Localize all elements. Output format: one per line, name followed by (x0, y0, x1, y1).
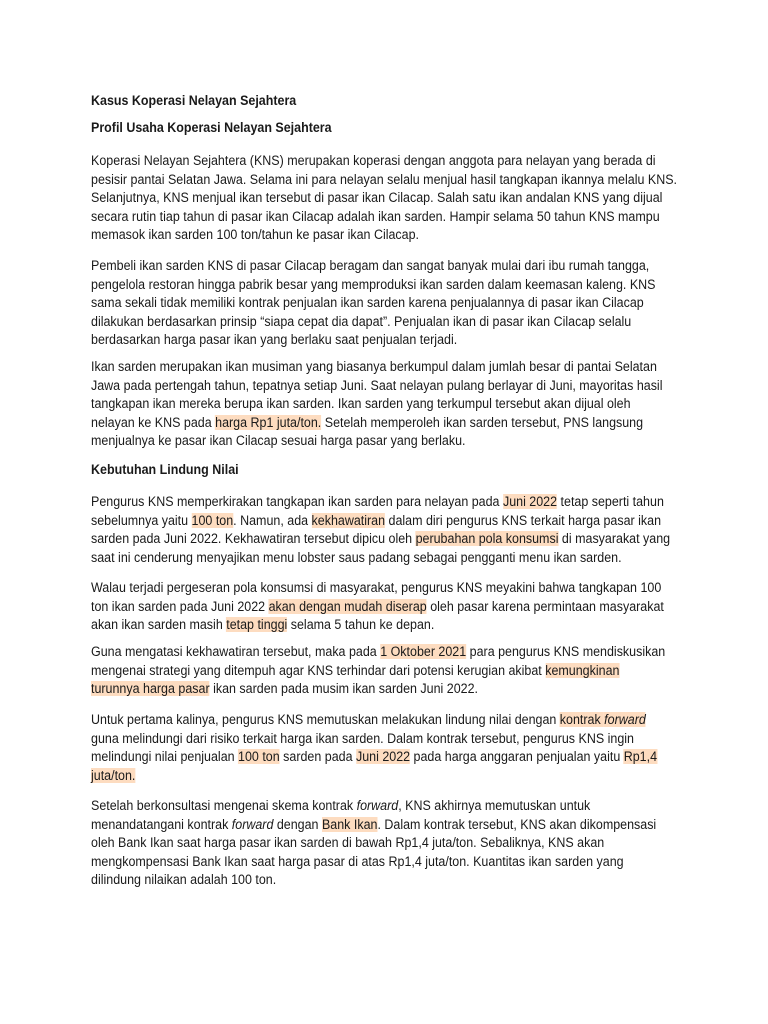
text-segment: memasok ikan sarden 100 ton/tahun ke pasar ikan Cilacap. (91, 227, 420, 242)
highlighted-text: tetap tinggi (226, 617, 288, 632)
highlighted-text: Juni 2022 (502, 494, 558, 509)
highlighted-text: Bank Ikan (321, 816, 378, 832)
text-line (91, 662, 665, 681)
text-line (91, 512, 670, 531)
text-segment: menandatangani kontrak (91, 816, 232, 832)
text-line (91, 748, 657, 767)
paragraph (91, 152, 677, 245)
text-segment: berdasarkan harga pasar ikan yang berlaku saat penjualan terjadi. (91, 332, 458, 347)
text-segment: Koperasi Nelayan Sejahtera (KNS) merupakan koperasi dengan anggota para nelayan yang berada di (91, 153, 656, 168)
highlighted-text: forward (604, 712, 646, 727)
text-segment: selama 5 tahun ke depan. (287, 617, 435, 632)
text-line (91, 579, 664, 598)
text-segment: Untuk pertama kalinya, pengurus KNS memutuskan melakukan lindung nilai dengan (91, 712, 560, 727)
text-segment: Ikan sarden merupakan ikan musiman yang biasanya berkumpul dalam jumlah besar di pantai Selatan (91, 359, 657, 374)
text-line (91, 493, 670, 512)
highlighted-text: harga Rp1 juta/ton. (215, 414, 322, 430)
document-title (91, 92, 296, 111)
text-line (91, 257, 656, 276)
text-segment: di masyarakat yang (558, 531, 671, 546)
text-line (91, 331, 656, 350)
text-line (91, 377, 662, 396)
paragraph (91, 257, 656, 350)
text-segment: Kebutuhan Lindung Nilai (91, 462, 239, 477)
text-line (91, 414, 662, 433)
text-segment: sama sekali tidak memiliki kontrak penjualan ikan sarden karena penjualannya di pasar ikan Cilacap (91, 295, 644, 310)
text-segment: Walau terjadi pergeseran pola konsumsi di masyarakat, pengurus KNS meyakini bahwa tangkapan 100 (91, 580, 662, 595)
text-segment: guna melindungi dari risiko terkait harga ikan sarden. Dalam kontrak tersebut, pengurus KNS ingin (91, 730, 634, 746)
text-segment: oleh Bank Ikan saat harga pasar ikan sarden di bawah Rp1,4 juta/ton. Sebaliknya, KNS akan (91, 835, 605, 850)
text-line (91, 119, 332, 138)
paragraph (91, 711, 657, 785)
text-segment: ton ikan sarden pada Juni 2022 (91, 598, 269, 614)
text-line (91, 816, 656, 835)
text-line (91, 294, 656, 313)
text-segment: menjualnya ke pasar ikan Cilacap sesuai harga pasar yang berlaku. (91, 433, 466, 448)
text-line (91, 730, 657, 749)
text-segment: akan ikan sarden masih (91, 617, 227, 632)
text-line (91, 171, 677, 190)
text-segment: Setelah memperoleh ikan sarden tersebut, PNS langsung (321, 414, 644, 430)
highlighted-text: kemungkinan (545, 662, 620, 678)
text-line (91, 680, 665, 699)
text-line (91, 767, 657, 786)
highlighted-text: 100 ton (238, 749, 280, 764)
text-line (91, 395, 662, 414)
text-segment: Pembeli ikan sarden KNS di pasar Cilacap beragam dan sangat banyak mulai dari ibu rumah tangga, (91, 258, 650, 273)
paragraph (91, 643, 665, 699)
text-line (91, 797, 656, 816)
text-line (91, 432, 662, 451)
text-segment: oleh pasar karena permintaan masyarakat (426, 598, 664, 614)
text-line (91, 92, 296, 111)
text-segment: sarden pada Juni 2022. Kekhawatiran tersebut dipicu oleh (91, 531, 416, 546)
paragraph (91, 493, 670, 567)
text-segment: pesisir pantai Selatan Jawa. Selama ini para nelayan selalu menjual hasil tangkapan ikannya melalu KNS. (91, 171, 677, 187)
text-segment: . Namun, ada (233, 512, 312, 528)
text-segment: para pengurus KNS mendiskusikan (466, 644, 666, 659)
text-segment: secara rutin tiap tahun di pasar ikan Cilacap adalah ikan sarden. Hampir selama 50 tahun KNS mampu (91, 208, 660, 224)
text-segment: Pengurus KNS memperkirakan tangkapan ikan sarden para nelayan pada (91, 494, 503, 509)
text-segment: Setelah berkonsultasi mengenai skema kontrak (91, 798, 357, 813)
text-segment: pengelola restoran hingga pabrik besar yang memproduksi ikan sarden dalam keemasan kaleng. KNS (91, 276, 656, 292)
text-segment: Guna mengatasi kekhawatiran tersebut, maka pada (91, 644, 381, 659)
text-segment: Kasus Koperasi Nelayan Sejahtera (91, 93, 297, 108)
text-line (91, 834, 656, 853)
text-line (91, 313, 656, 332)
text-line (91, 276, 656, 295)
text-segment: saat ini cenderung menyajikan menu lobster saus padang sebagai pengganti menu ikan sarden. (91, 549, 622, 565)
text-line (91, 208, 677, 227)
text-segment: mengenai strategi yang ditempuh agar KNS terhindar dari potensi kerugian akibat (91, 662, 546, 678)
highlighted-text: perubahan pola konsumsi (415, 531, 559, 546)
text-segment: pada harga anggaran penjualan yaitu (410, 749, 624, 764)
highlighted-text: Rp1,4 (623, 749, 658, 764)
text-segment: mengkompensasi Bank Ikan saat harga pasar di atas Rp1,4 juta/ton. Kuantitas ikan sarden yang (91, 853, 624, 869)
paragraph (91, 797, 656, 890)
text-segment: tangkapan ikan mereka berupa ikan sarden. Ikan sarden yang terkumpul tersebut akan dijual oleh (91, 396, 631, 411)
text-line (91, 358, 662, 377)
text-line (91, 530, 670, 549)
highlighted-text: juta/ton. (91, 767, 136, 783)
text-line (91, 871, 656, 890)
highlighted-text: 100 ton (191, 512, 234, 528)
highlighted-text: Juni 2022 (355, 749, 411, 764)
text-line (91, 152, 677, 171)
highlighted-text: turunnya harga pasar (91, 681, 210, 696)
text-segment: melindungi nilai penjualan (91, 749, 239, 764)
text-line (91, 853, 656, 872)
text-segment: , KNS akhirnya memutuskan untuk (398, 798, 591, 813)
text-segment: tetap seperti tahun (557, 494, 664, 509)
paragraph (91, 358, 662, 451)
text-line (91, 461, 239, 480)
text-segment: sarden pada (279, 749, 356, 764)
text-segment: dengan (273, 816, 322, 832)
text-line (91, 616, 664, 635)
text-segment: sebelumnya yaitu (91, 512, 192, 528)
text-line (91, 711, 657, 730)
text-segment: . Dalam kontrak tersebut, KNS akan dikompensasi (377, 816, 657, 832)
text-segment: Profil Usaha Koperasi Nelayan Sejahtera (91, 120, 332, 135)
text-line (91, 226, 677, 245)
italic-text: forward (231, 816, 274, 832)
text-segment: nelayan ke KNS pada (91, 414, 216, 430)
text-line (91, 189, 677, 208)
highlighted-text: kekhawatiran (311, 512, 386, 528)
text-segment: dilindung nilaikan adalah 100 ton. (91, 872, 277, 887)
highlighted-text: akan dengan mudah diserap (268, 598, 427, 614)
paragraph (91, 579, 664, 635)
text-segment: dalam diri pengurus KNS terkait harga pasar ikan (385, 512, 662, 528)
highlighted-text: 1 Oktober 2021 (380, 644, 467, 659)
text-line (91, 643, 665, 662)
text-line (91, 598, 664, 617)
italic-text: forward (356, 798, 399, 813)
section-heading (91, 461, 239, 480)
highlighted-text: kontrak (559, 712, 605, 727)
text-line (91, 549, 670, 568)
text-segment: Jawa pada pertengah tahun, tepatnya setiap Juni. Saat nelayan pulang berlayar di Juni, mayoritas hasil (91, 377, 663, 393)
text-segment: ikan sarden pada musim ikan sarden Juni 2022. (209, 681, 478, 696)
text-segment: Selanjutnya, KNS menjual ikan tersebut di pasar ikan Cilacap. Salah satu ikan andalan KNS yang dijual (91, 190, 663, 205)
section-heading (91, 119, 332, 138)
text-segment: dilakukan berdasarkan prinsip “siapa cepat dia dapat”. Penjualan ikan di pasar ikan Cilacap selalu (91, 313, 632, 329)
